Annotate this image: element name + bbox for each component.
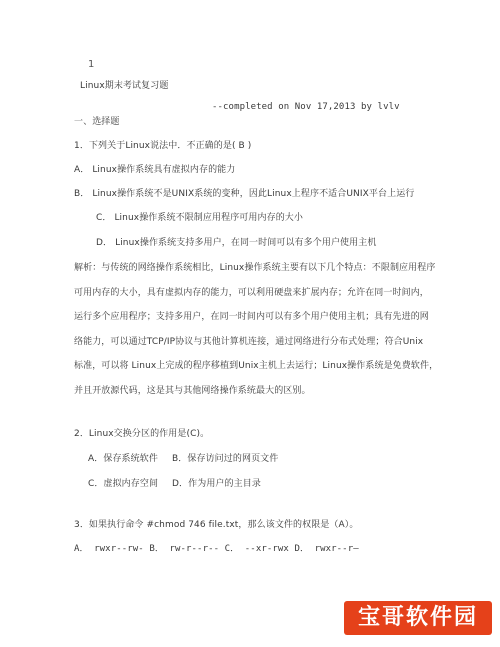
q2-option-b: B．保存访问过的网页文件	[172, 454, 279, 464]
q1-explanation-line-5: 标准，可以将 Linux上完成的程序移植到Unix主机上去运行；Linux操作系统是免费软件，	[74, 361, 439, 371]
q1-option-a: A． Linux操作系统具有虚拟内存的能力	[74, 165, 236, 175]
q1-explanation-line-2: 可用内存的大小，具有虚拟内存的能力，可以利用硬盘来扩展内存；允许在同一时间内，	[74, 288, 429, 298]
q2-option-d: D．作为用户的主目录	[172, 479, 261, 489]
q1-explanation-line-4: 络能力，可以通过TCP/IP协议与其他计算机连接，通过网络进行分布式处理；符合Unix	[74, 337, 424, 347]
document-title: Linux期末考试复习题	[80, 81, 169, 91]
q1-option-b: B． Linux操作系统不是UNIX系统的变种，因此Linux上程序不适合UNIX平台上运行	[74, 189, 415, 199]
q1-explanation-line-3: 运行多个应用程序；支持多用户，在同一时间内可以有多个用户使用主机；具有先进的网	[74, 312, 429, 322]
q2-option-c: C．虚拟内存空间	[88, 479, 159, 489]
watermark-logo	[344, 601, 492, 635]
q3-options: A． rwxr--rw- B． rw-r--r-- C． --xr-rwx D． rwxr--r—	[74, 544, 359, 554]
q1-stem: 1．下列关于Linux说法中．不正确的是( B )	[74, 141, 252, 151]
q1-option-c: C． Linux操作系统不限制应用程序可用内存的大小	[96, 213, 303, 223]
q3-stem: 3．如果执行命令 #chmod 746 file.txt，那么该文件的权限是（A）。	[74, 520, 359, 530]
section-heading: 一、选择题	[74, 117, 120, 127]
q2-stem: 2．Linux交换分区的作用是(C)。	[74, 429, 210, 439]
watermark-text: 宝哥软件园	[357, 605, 478, 630]
page-number: 1	[88, 59, 95, 70]
q2-option-a: A．保存系统软件	[88, 454, 158, 464]
q1-option-d: D． Linux操作系统支持多用户，在同一时间可以有多个用户使用主机	[96, 238, 377, 248]
document-byline: --completed on Nov 17,2013 by lvlv	[212, 102, 400, 112]
q1-explanation-line-6: 并且开放源代码，这是其与其他网络操作系统最大的区别。	[74, 386, 311, 396]
q1-explanation-line-1: 解析：与传统的网络操作系统相比，Linux操作系统主要有以下几个特点：不限制应用程序	[74, 263, 436, 273]
